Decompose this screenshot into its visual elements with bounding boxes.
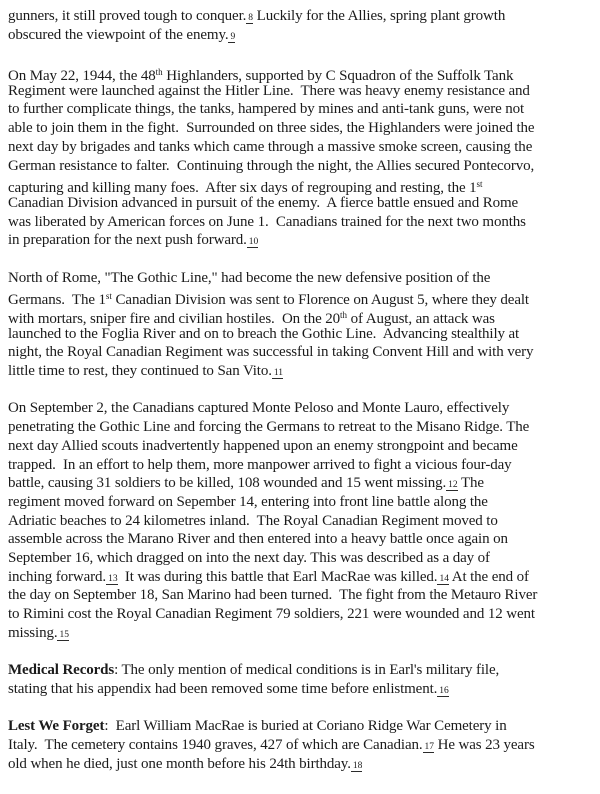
text-segment: battle, causing 31 soldiers to be killed, 108 wounded and 15 went missing. [8,475,447,492]
text-line [8,231,592,250]
paragraph-5 [8,661,592,698]
text-segment: assemble across the Marano River and then entered into a heavy battle once again on [8,531,508,548]
text-line [8,418,592,437]
section-heading-bold: Lest We Forget [8,718,105,735]
text-segment: Highlanders, supported by C Squadron of the Suffolk Tank [162,68,514,85]
text-line [8,213,592,232]
text-line [8,119,592,138]
text-line [8,343,592,362]
text-segment: missing. [8,624,58,641]
text-line [8,7,592,26]
text-segment: night, the Royal Canadian Regiment was successful in taking Convent Hill and with very [8,344,534,361]
text-line [8,717,592,736]
text-line [8,194,592,213]
text-segment: in preparation for the next push forward. [8,232,247,249]
footnote-ref-15[interactable]: 15 [59,629,69,640]
text-line [8,287,592,309]
text-segment: the day on September 18, San Marino had been turned. The fight from the Metauro River [8,587,538,604]
text-line [8,530,592,549]
footnote-ref-13[interactable]: 13 [108,573,118,584]
text-segment: Canadian Division was sent to Florence on August 5, where they dealt [111,292,529,309]
text-line [8,680,592,699]
text-segment: Italy. The cemetery contains 1940 graves, 427 of which are Canadian. [8,736,423,753]
footnote-ref-17[interactable]: 17 [424,741,434,752]
text-line [8,512,592,531]
text-segment: Luckily for the Allies, spring plant growth [253,8,506,24]
text-line [8,100,592,119]
text-segment: little time to rest, they continued to San Vito. [8,363,272,380]
text-segment: The [457,475,484,492]
ordinal-superscript: th [155,67,163,78]
text-line [8,568,592,587]
footnote-ref-9[interactable]: 9 [230,31,236,42]
text-segment: to further complicate things, the tanks, hampered by mines and anti-tank guns, were not [8,101,525,118]
text-line [8,325,592,344]
text-segment: old when he died, just one month before his 24th birthday. [8,755,351,772]
text-line [8,586,592,605]
text-segment: launched to the Foglia River and on to breach the Gothic Line. Advancing stealthily at [8,325,520,342]
document-body [8,7,592,773]
text-segment: He was 23 years [434,736,535,753]
text-segment: next day Allied scouts inadvertently happened upon an enemy strongpoint and became [8,437,518,454]
text-segment: Canadian Division advanced in pursuit of the enemy. A fierce battle ensued and Rome [8,194,519,211]
footnote-ref-16[interactable]: 16 [439,685,449,696]
text-segment: Adriatic beaches to 24 kilometres inland. The Royal Canadian Regiment moved to [8,512,498,529]
text-line [8,157,592,176]
section-heading-bold: Medical Records [8,662,115,679]
ordinal-superscript: th [340,310,348,320]
text-line [8,661,592,680]
text-line [8,82,592,101]
footnote-ref-10[interactable]: 10 [248,237,259,248]
text-segment: regiment moved forward on Sepember 14, entering into front line battle along the [8,493,488,510]
paragraph-3 [8,269,592,381]
text-line [8,63,592,85]
text-segment: Germans. The 1 [8,292,106,309]
ordinal-superscript: st [476,179,483,190]
text-segment: At the end of [448,568,529,585]
text-line [8,362,592,381]
text-line [8,26,592,45]
text-segment: stating that his appendix had been removed some time before enlistment. [8,680,438,697]
text-segment: : The only mention of medical conditions is in Earl's military file, [114,662,500,679]
text-line [8,175,592,197]
text-line [8,624,592,643]
paragraph-4 [8,399,592,642]
footnote-ref-18[interactable]: 18 [352,760,363,771]
text-segment: to Rimini cost the Royal Canadian Regiment 79 soldiers, 221 were wounded and 12 went [8,606,535,622]
footnote-ref-14[interactable]: 14 [439,573,449,584]
text-segment: penetrating the Gothic Line and forcing the Germans to retreat to the Misano Ridge. The [8,419,530,436]
text-line [8,493,592,512]
text-segment: next day by brigades and tanks which came through a massive smoke screen, causing the [8,138,533,155]
text-line [8,605,592,624]
text-segment: of August, an attack was [347,311,495,327]
text-segment: trapped. In an effort to help them, more manpower arrived to fight a vicious four-day [8,456,512,473]
text-line [8,755,592,774]
paragraph-1 [8,7,592,44]
text-segment: September 16, which dragged on into the next day. This was described as a day of [8,549,490,566]
text-segment: North of Rome, "The Gothic Line," had become the new defensive position of the [8,269,491,286]
paragraph-2 [8,63,592,250]
text-segment: was liberated by American forces on June 1. Canadians trained for the next two months [8,213,526,230]
text-segment: able to join them in the fight. Surrounded on three sides, the Highlanders were joined the [8,120,535,137]
text-segment: It was during this battle that Earl MacRae was killed. [117,568,438,585]
footnote-ref-12[interactable]: 12 [448,480,458,491]
text-segment: Regiment were launched against the Hitler Line. There was heavy enemy resistance and [8,82,530,99]
text-line [8,736,592,755]
text-segment: gunners, it still proved tough to conquer. [8,8,247,24]
text-line [8,456,592,475]
text-segment: On September 2, the Canadians captured Monte Peloso and Monte Lauro, effectively [8,400,510,417]
paragraph-6 [8,717,592,773]
text-line [8,138,592,157]
text-line [8,399,592,418]
footnote-ref-11[interactable]: 11 [273,368,284,379]
text-line [8,306,592,325]
text-segment: German resistance to falter. Continuing through the night, the Allies secured Pontecorvo, [8,157,535,174]
text-segment: inching forward. [8,568,107,585]
footnote-ref-8[interactable]: 8 [248,13,254,23]
ordinal-superscript: st [105,291,112,302]
text-line [8,549,592,568]
text-segment: with mortars, sniper fire and civilian hostiles. On the 20 [8,311,341,327]
text-segment: capturing and killing many foes. After six days of regrouping and resting, the 1 [8,180,477,197]
text-segment: obscured the viewpoint of the enemy. [8,26,229,43]
text-segment: : Earl William MacRae is buried at Coriano Ridge War Cemetery in [104,718,507,735]
text-line [8,437,592,456]
text-segment: On May 22, 1944, the 48 [8,68,156,85]
text-line [8,474,592,493]
text-line [8,269,592,288]
